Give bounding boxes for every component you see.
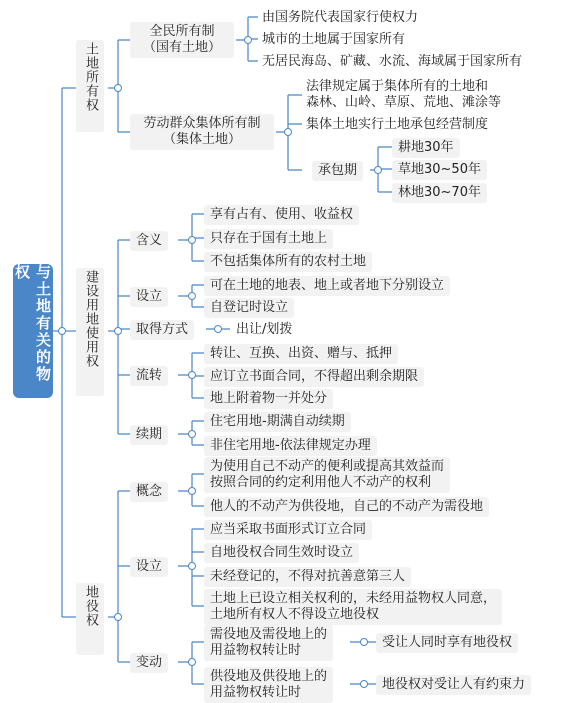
- collective-item-2: 集体土地实行土地承包经营制度: [306, 117, 489, 132]
- node-state-ownership[interactable]: 全民所有制 （国有土地）: [130, 22, 234, 58]
- node-establish[interactable]: 设立: [130, 287, 168, 307]
- change-servient-transfer: 供役地及供役地上的 用益物权转让时: [204, 667, 333, 703]
- contract-farmland: 耕地30年: [392, 138, 460, 158]
- meaning-item-3: 不包括集体所有的农村土地: [204, 252, 372, 272]
- meaning-item-2: 只存在于国有土地上: [204, 229, 333, 249]
- renewal-item-1: 住宅用地-期满自动续期: [204, 412, 351, 432]
- node-contract-period[interactable]: 承包期: [312, 161, 363, 181]
- node-change[interactable]: 变动: [130, 653, 168, 673]
- transfer-item-2: 应订立书面合同，不得超出剩余期限: [204, 367, 424, 387]
- node-meaning[interactable]: 含义: [130, 231, 168, 251]
- transfer-item-3: 地上附着物一并处分: [204, 389, 333, 409]
- change-servient-result: 地役权对受让人有约束力: [376, 675, 531, 695]
- easement-establish-item-1: 应当采取书面形式订立合同: [204, 520, 372, 540]
- transfer-item-1: 转让、互换、出资、赠与、抵押: [204, 344, 398, 364]
- node-easement-establish[interactable]: 设立: [130, 557, 168, 577]
- renewal-item-2: 非住宅用地-依法律规定办理: [204, 436, 377, 456]
- concept-item-1: 为使用自己不动产的便利或提高其效益而 按照合同的约定利用他人不动产的权利: [204, 457, 450, 493]
- state-item-1: 由国务院代表国家行使权力: [262, 10, 419, 25]
- node-acquisition[interactable]: 取得方式: [130, 320, 194, 340]
- node-concept[interactable]: 概念: [130, 482, 168, 502]
- contract-grassland: 草地30~50年: [392, 160, 487, 180]
- collective-item-1: 法律规定属于集体所有的土地和 森林、山岭、草原、荒地、滩涂等: [306, 79, 502, 110]
- easement-establish-item-4: 土地上已设立相关权利的，未经用益物权人同意， 土地所有权人不得设立地役权: [204, 589, 502, 625]
- change-dominant-result: 受让人同时享有地役权: [376, 633, 518, 653]
- contract-forestland: 林地30~70年: [392, 183, 487, 203]
- concept-item-2: 他人的不动产为供役地，自己的不动产为需役地: [204, 497, 489, 517]
- root-node[interactable]: 与土地有关的物权: [13, 264, 53, 398]
- state-item-3: 无居民海岛、矿藏、水流、海域属于国家所有: [262, 54, 523, 69]
- acquisition-item-1: 出让/划拨: [236, 322, 293, 337]
- easement-establish-item-3: 未经登记的，不得对抗善意第三人: [204, 567, 411, 587]
- easement-establish-item-2: 自地役权合同生效时设立: [204, 543, 359, 563]
- meaning-item-1: 享有占有、使用、收益权: [204, 205, 359, 225]
- state-item-2: 城市的土地属于国家所有: [262, 32, 406, 47]
- establish-item-2: 自登记时设立: [204, 298, 294, 318]
- establish-item-1: 可在土地的地表、地上或者地下分别设立: [204, 276, 450, 296]
- node-collective-ownership[interactable]: 劳动群众集体所有制 （集体土地）: [130, 114, 274, 150]
- node-construction-land-use-right[interactable]: 建设用地使用权: [76, 268, 104, 396]
- node-easement[interactable]: 地役权: [76, 583, 104, 655]
- node-renewal[interactable]: 续期: [130, 425, 168, 445]
- node-land-ownership[interactable]: 土地所有权: [76, 40, 104, 132]
- node-transfer[interactable]: 流转: [130, 366, 168, 386]
- change-dominant-transfer: 需役地及需役地上的 用益物权转让时: [204, 625, 333, 661]
